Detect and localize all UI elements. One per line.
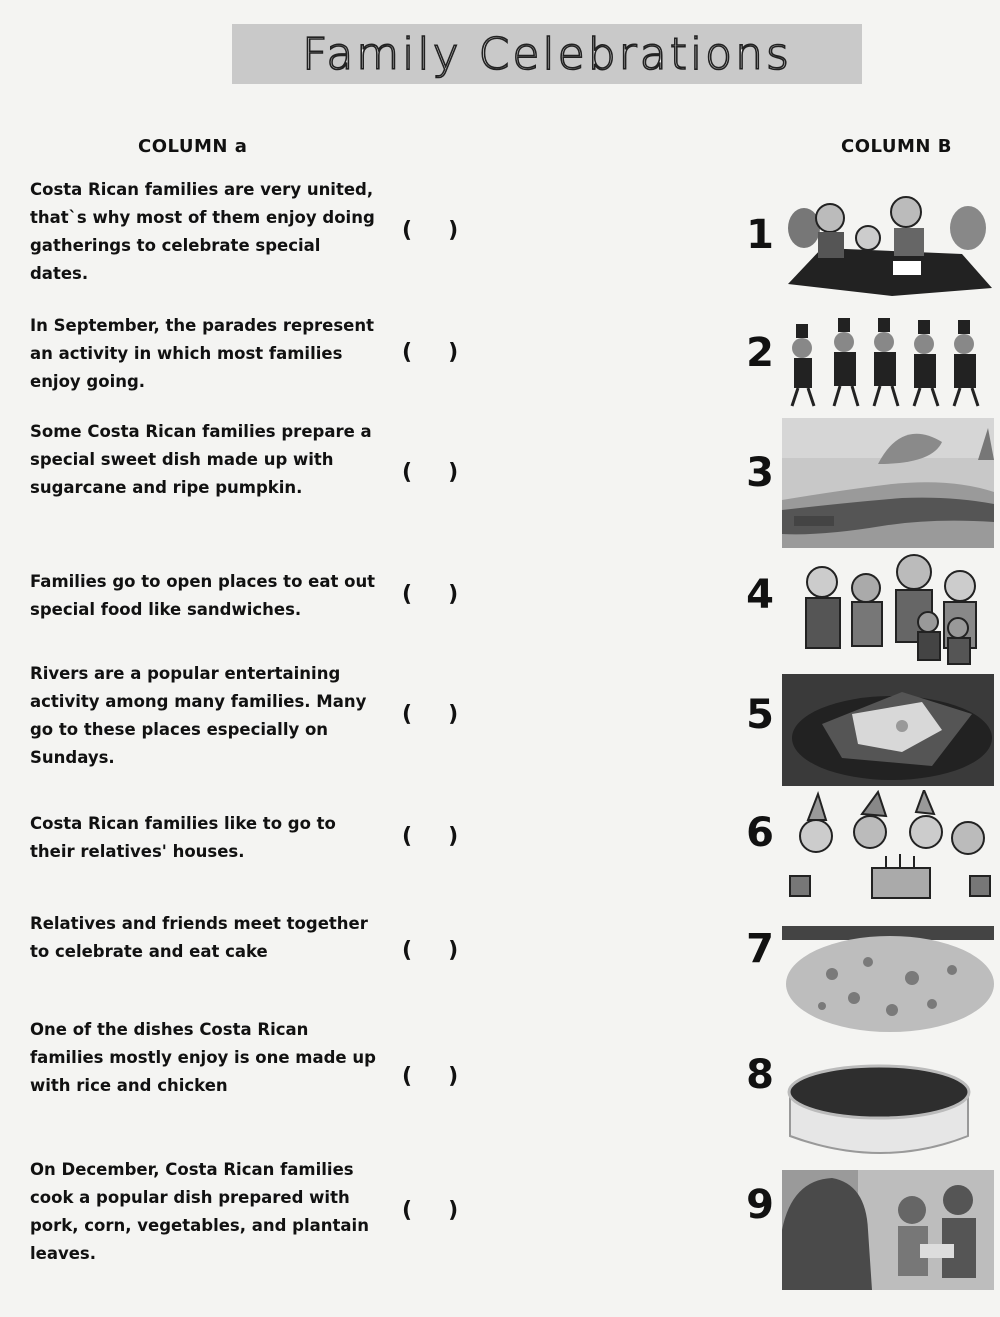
paren-close: ) [448,582,459,607]
paren-close: ) [448,702,459,727]
answer-blank[interactable] [402,1064,458,1089]
birthday-party-cake-image [782,790,994,918]
answer-blank[interactable] [402,460,458,485]
paren-close: ) [448,340,459,365]
extended-family-image [782,548,994,670]
paren-open: ( [402,824,413,849]
family-visit-relatives-image [782,1170,994,1290]
paren-close: ) [448,460,459,485]
paren-open: ( [402,1064,413,1089]
number-8: 8 [746,1052,774,1098]
statement-9: On December, Costa Rican families cook a popular dish prepared with pork, corn, vegetables, and plantain leaves. [30,1160,369,1263]
statement-6: Costa Rican families like to go to their relatives' houses. [30,814,336,861]
sweet-pumpkin-dish-image [782,1050,994,1162]
answer-blank[interactable] [402,582,458,607]
paren-open: ( [402,938,413,963]
statement-1: Costa Rican families are very united, that`s why most of them enjoy doing gatherings to celebrate special dates. [30,180,375,283]
answer-blank[interactable] [402,1198,458,1223]
paren-close: ) [448,824,459,849]
paren-open: ( [402,460,413,485]
number-4: 4 [746,572,774,618]
tamal-dish-image [782,674,994,786]
statement-2: In September, the parades represent an activity in which most families enjoy going. [30,316,374,391]
answer-blank[interactable] [402,702,458,727]
number-2: 2 [746,330,774,376]
paren-close: ) [448,1198,459,1223]
title-banner [232,24,862,84]
column-b-heading: COLUMN B [841,136,952,157]
page-title: Family Celebrations [302,28,792,80]
number-5: 5 [746,692,774,738]
paren-close: ) [448,1064,459,1089]
number-7: 7 [746,926,774,972]
paren-close: ) [448,218,459,243]
statement-3: Some Costa Rican families prepare a special sweet dish made up with sugarcane and ripe pumpkin. [30,422,372,497]
answer-blank[interactable] [402,824,458,849]
river-landscape-image [782,418,994,548]
column-a-heading: COLUMN a [138,136,248,157]
picnic-family-image [782,188,994,300]
rice-with-chicken-image [782,926,994,1038]
paren-close: ) [448,938,459,963]
number-1: 1 [746,212,774,258]
paren-open: ( [402,1198,413,1223]
marching-band-parade-image [782,302,994,414]
statement-5: Rivers are a popular entertaining activity among many families. Many go to these places especially on Sundays. [30,664,367,767]
paren-open: ( [402,218,413,243]
answer-blank[interactable] [402,340,458,365]
statement-7: Relatives and friends meet together to celebrate and eat cake [30,914,368,961]
number-3: 3 [746,450,774,496]
number-6: 6 [746,810,774,856]
answer-blank[interactable] [402,218,458,243]
paren-open: ( [402,340,413,365]
statement-4: Families go to open places to eat out special food like sandwiches. [30,572,376,619]
number-9: 9 [746,1182,774,1228]
paren-open: ( [402,702,413,727]
answer-blank[interactable] [402,938,458,963]
paren-open: ( [402,582,413,607]
statement-8: One of the dishes Costa Rican families mostly enjoy is one made up with rice and chicken [30,1020,376,1095]
